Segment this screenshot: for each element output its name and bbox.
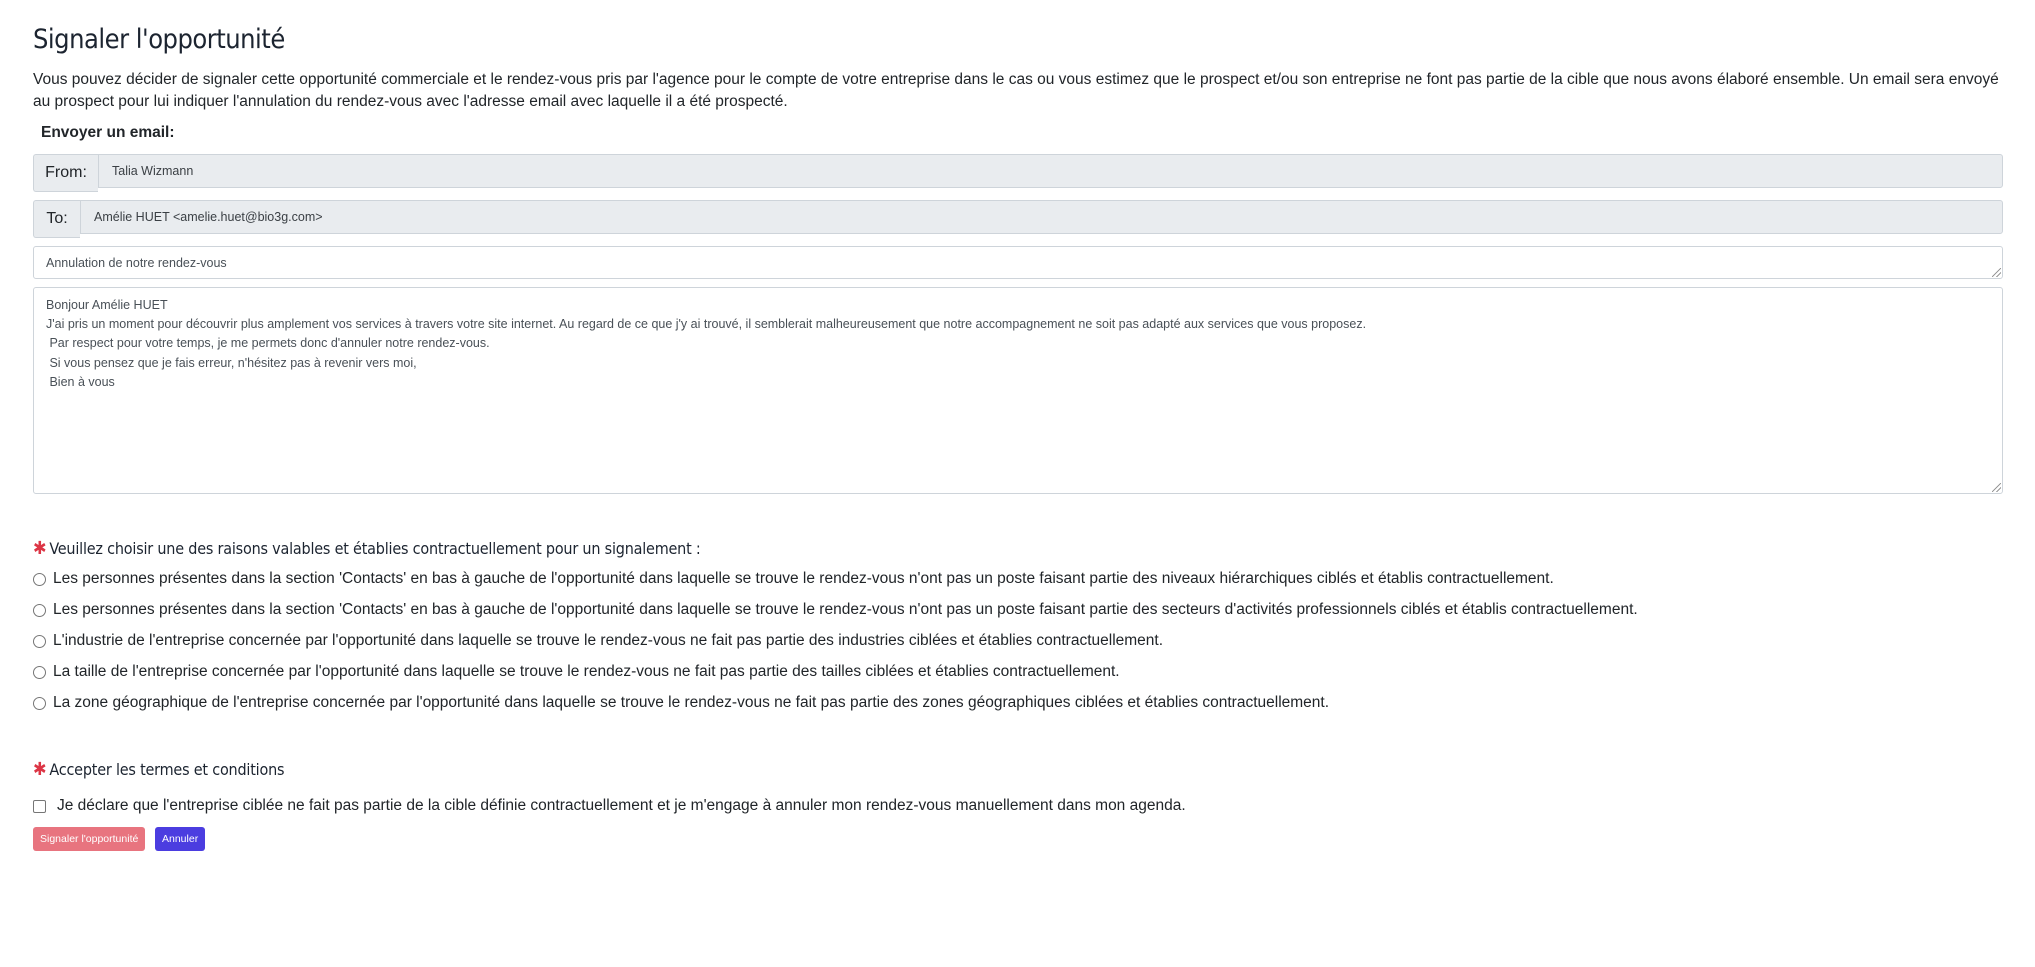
reasons-title-text: Veuillez choisir une des raisons valables et établies contractuellement pour un signalement :: [49, 539, 701, 558]
reason-option-label: L'industrie de l'entreprise concernée par l'opportunité dans laquelle se trouve le rendez-vous ne fait pas partie des industries ciblées et établies contractuellement.: [53, 632, 1164, 649]
reason-option[interactable]: [33, 694, 1329, 712]
email-body-line: Par respect pour votre temps, je me permets donc d'annuler notre rendez-vous.: [46, 336, 490, 351]
report-opportunity-button[interactable]: Signaler l'opportunité: [33, 827, 145, 851]
radio-button[interactable]: [33, 697, 46, 710]
resize-handle-icon[interactable]: [1992, 268, 2001, 277]
subject-text: Annulation de notre rendez-vous: [46, 255, 227, 270]
cancel-button[interactable]: Annuler: [155, 827, 205, 851]
to-label: To:: [33, 200, 80, 238]
to-input[interactable]: Amélie HUET <amelie.huet@bio3g.com>: [80, 200, 2003, 234]
reason-option[interactable]: [33, 632, 1163, 650]
reason-option-label: La taille de l'entreprise concernée par l'opportunité dans laquelle se trouve le rendez-vous ne fait pas partie des tailles ciblées et établies contractuellement.: [53, 663, 1120, 680]
email-body-textarea[interactable]: [33, 287, 2003, 494]
terms-checkbox-label: Je déclare que l'entreprise ciblée ne fait pas partie de la cible définie contractuellement et je m'engage à annuler mon rendez-vous manuellement dans mon agenda.: [57, 797, 1186, 814]
reason-option-label: La zone géographique de l'entreprise concernée par l'opportunité dans laquelle se trouve le rendez-vous ne fait pas partie des zones géographiques ciblées et établies contractuellement.: [53, 694, 1330, 711]
terms-title: [33, 759, 284, 780]
send-email-label: Envoyer un email:: [41, 124, 175, 141]
radio-button[interactable]: [33, 573, 46, 586]
radio-button[interactable]: [33, 604, 46, 617]
from-input[interactable]: Talia Wizmann: [98, 154, 2003, 188]
email-body-line: J'ai pris un moment pour découvrir plus amplement vos services à travers votre site internet. Au regard de ce que j'y ai trouvé, il semblerait malheureusement que notre accompagnement ne soit pas adapté aux services que vous proposez.: [46, 317, 1367, 332]
page-title: Signaler l'opportunité: [33, 24, 285, 55]
required-asterisk-icon: ✱: [33, 538, 47, 559]
radio-button[interactable]: [33, 635, 46, 648]
from-field-group: [33, 154, 2003, 188]
intro-text: Vous pouvez décider de signaler cette opportunité commerciale et le rendez-vous pris par l'agence pour le compte de votre entreprise dans le cas ou vous estimez que le prospect et/ou son entreprise ne font pas partie de la cible que nous avons élaboré ensemble. Un email sera envoyé au prospect pour lui indiquer l'annulation du rendez-vous avec l'adresse email avec laquelle il a été prospecté.: [33, 71, 1999, 110]
required-asterisk-icon: ✱: [33, 759, 47, 780]
terms-checkbox[interactable]: [33, 800, 46, 813]
email-body-line: Bonjour Amélie HUET: [46, 298, 168, 312]
from-label: From:: [33, 154, 98, 192]
terms-title-text: Accepter les termes et conditions: [49, 760, 285, 779]
email-body-line: Si vous pensez que je fais erreur, n'hésitez pas à revenir vers moi,: [46, 355, 417, 370]
subject-input[interactable]: [33, 246, 2003, 279]
reason-option[interactable]: [33, 570, 1554, 588]
reasons-title: [33, 538, 701, 559]
radio-button[interactable]: [33, 666, 46, 679]
reason-option[interactable]: [33, 663, 1120, 681]
reason-option[interactable]: [33, 601, 1638, 619]
email-body-line: Bien à vous: [46, 374, 115, 389]
to-field-group: [33, 200, 2003, 234]
terms-checkbox-row[interactable]: [33, 797, 1186, 815]
resize-handle-icon[interactable]: [1992, 483, 2001, 492]
reason-option-label: Les personnes présentes dans la section 'Contacts' en bas à gauche de l'opportunité dans laquelle se trouve le rendez-vous n'ont pas un poste faisant partie des niveaux hiérarchiques ciblés et établis contractuellement.: [53, 570, 1554, 587]
reason-option-label: Les personnes présentes dans la section 'Contacts' en bas à gauche de l'opportunité dans laquelle se trouve le rendez-vous n'ont pas un poste faisant partie des secteurs d'activités professionnels ciblés et établis contractuellement.: [53, 601, 1638, 618]
